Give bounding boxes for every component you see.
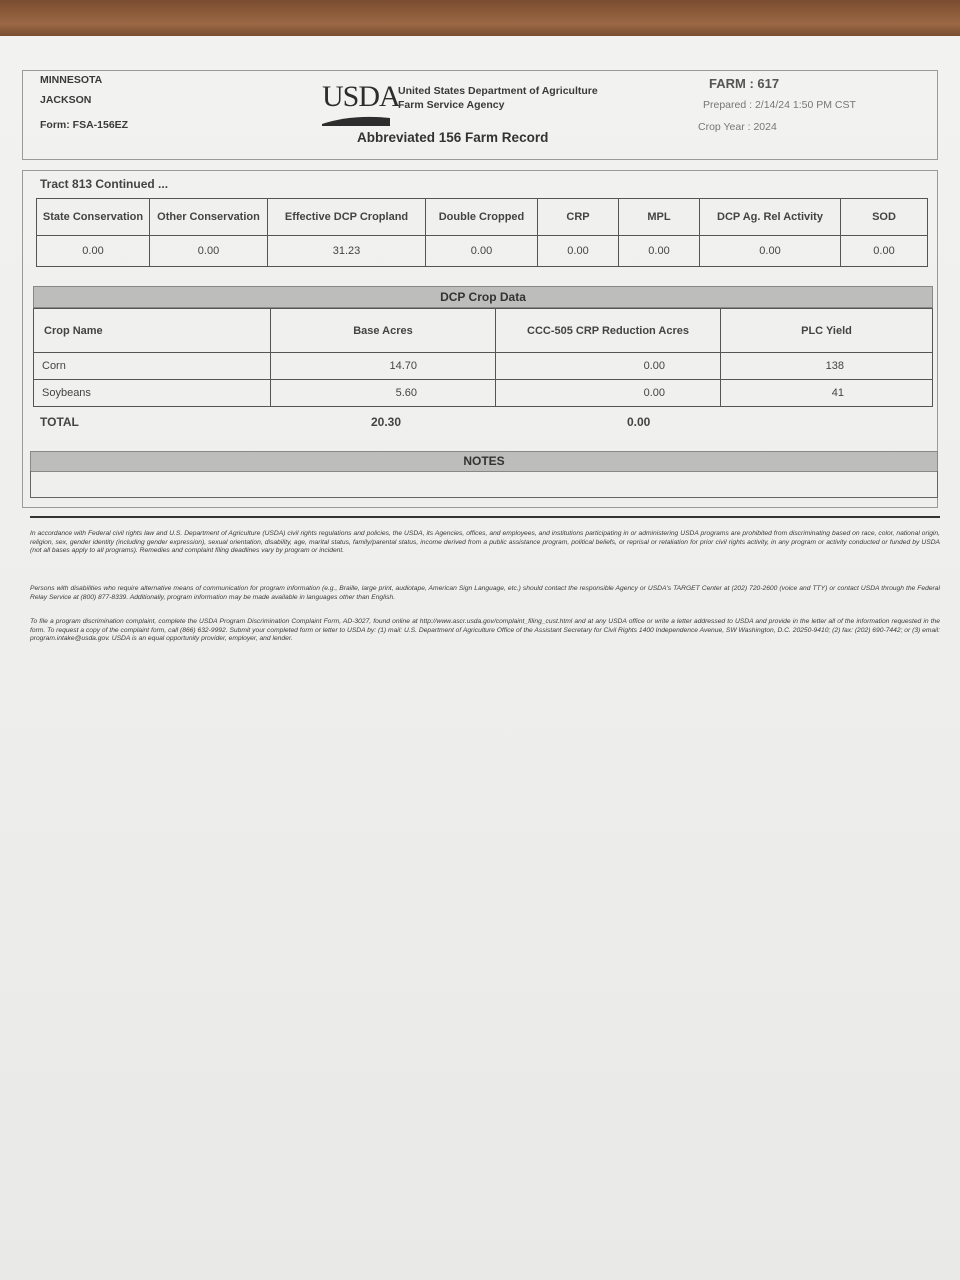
table-row (34, 353, 933, 380)
col-plc-yield: PLC Yield (721, 309, 933, 353)
col-dcp-ag-rel-activity: DCP Ag. Rel Activity (700, 199, 841, 236)
total-base-acres: 20.30 (371, 415, 402, 429)
crop-name-cell: Corn (34, 353, 271, 380)
crop-name-cell: Soybeans (34, 380, 271, 407)
col-effective-dcp-cropland: Effective DCP Cropland (268, 199, 426, 236)
county-label: JACKSON (40, 94, 92, 106)
table-cell: 0.00 (841, 236, 928, 267)
reduction-cell: 0.00 (496, 353, 721, 380)
col-state-conservation: State Conservation (37, 199, 150, 236)
col-base-acres: Base Acres (271, 309, 496, 353)
col-crop-name: Crop Name (34, 309, 271, 353)
col-other-conservation: Other Conservation (150, 199, 268, 236)
disabilities-paragraph: Persons with disabilities who require alternative means of communication for program information (e.g., Braille, large print, audiotape, American Sign Language, etc.) should contact the responsible Agency or USDA's TARGET Center at (202) 720-2600 (voice and TTY) or contact USDA through the Federal Relay Service at (800) 877-8339. Additionally, program information may be made available in languages other than English. (30, 585, 940, 601)
table-cell: 0.00 (538, 236, 619, 267)
total-label: TOTAL (40, 415, 79, 429)
table-cell: 0.00 (700, 236, 841, 267)
total-reduction-acres: 0.00 (627, 415, 651, 429)
document-title: Abbreviated 156 Farm Record (357, 130, 549, 145)
table-cell: 31.23 (268, 236, 426, 267)
table-row (34, 380, 933, 407)
civil-rights-paragraph: In accordance with Federal civil rights law and U.S. Department of Agriculture (USDA) civil rights regulations and policies, the USDA, its Agencies, offices, and employees, and institutions participating in or administering USDA programs are prohibited from discriminating based on race, color, national origin, religion, sex, gender identity (including gender expression), sexual orientation, disability, age, marital status, family/parental status, income derived from a public assistance program, political beliefs, or reprisal or retaliation for prior civil rights activity, in any program or activity conducted or funded by USDA (not all bases apply to all programs). Remedies and complaint filing deadlines vary by program or incident. (30, 530, 940, 555)
table-cell: 0.00 (37, 236, 150, 267)
table-cell: 0.00 (619, 236, 700, 267)
col-double-cropped: Double Cropped (426, 199, 538, 236)
col-crp: CRP (538, 199, 619, 236)
crop-year: Crop Year : 2024 (698, 121, 777, 133)
agency-line1: United States Department of Agriculture (398, 85, 598, 97)
legal-divider (30, 516, 940, 518)
usda-logo-swoosh-icon (322, 112, 390, 126)
table-cell: 0.00 (150, 236, 268, 267)
farm-number: FARM : 617 (709, 76, 780, 91)
dcp-crop-table (33, 308, 933, 407)
plc-yield-cell: 138 (721, 353, 933, 380)
usda-logo: USDA (322, 80, 400, 113)
notes-header: NOTES (30, 451, 938, 472)
tract-title: Tract 813 Continued ... (40, 177, 169, 191)
col-mpl: MPL (619, 199, 700, 236)
complaint-paragraph: To file a program discrimination complaint, complete the USDA Program Discrimination Complaint Form, AD-3027, found online at http://www.ascr.usda.gov/complaint_filing_cust.html and at any USDA office or write a letter addressed to USDA and provide in the letter all of the information requested in the form. To request a copy of the complaint form, call (866) 632-9992. Submit your completed form or letter to USDA by: (1) mail: U.S. Department of Agriculture Office of the Assistant Secretary for Civil Rights 1400 Independence Avenue, SW Washington, D.C. 20250-9410; (2) fax: (202) 690-7442; or (3) email: program.intake@usda.gov. USDA is an equal opportunity provider, employer, and lender. (30, 618, 940, 643)
reduction-cell: 0.00 (496, 380, 721, 407)
plc-yield-cell: 41 (721, 380, 933, 407)
agency-line2: Farm Service Agency (398, 99, 505, 111)
wooden-table-background (0, 0, 960, 40)
prepared-date: Prepared : 2/14/24 1:50 PM CST (703, 99, 856, 111)
table-cell: 0.00 (426, 236, 538, 267)
col-sod: SOD (841, 199, 928, 236)
col-ccc505-reduction: CCC-505 CRP Reduction Acres (496, 309, 721, 353)
notes-box (30, 471, 938, 498)
state-label: MINNESOTA (40, 74, 103, 86)
base-acres-cell: 5.60 (271, 380, 496, 407)
header-box (22, 70, 938, 160)
form-label: Form: FSA-156EZ (40, 119, 129, 131)
base-acres-cell: 14.70 (271, 353, 496, 380)
tract-table (36, 198, 928, 267)
dcp-crop-data-header: DCP Crop Data (33, 286, 933, 308)
